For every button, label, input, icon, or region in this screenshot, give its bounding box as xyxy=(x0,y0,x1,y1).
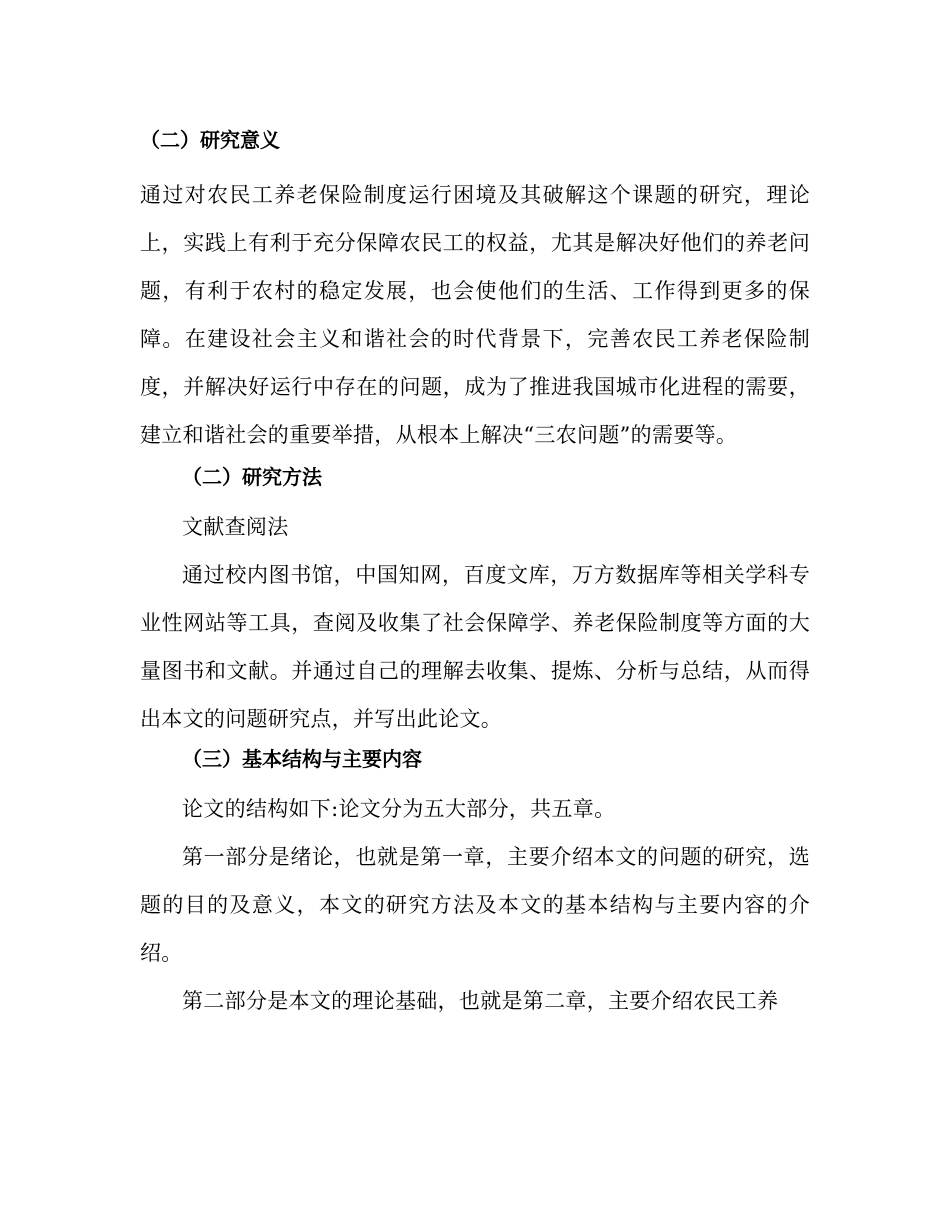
paragraph-part-one: 第一部分是绪论，也就是第一章，主要介绍本文的问题的研究，选题的目的及意义，本文的研究方法及本文的基本结构与主要内容的介绍。 xyxy=(140,845,810,965)
section-heading-research-significance: （二）研究意义 xyxy=(140,128,280,152)
paragraph-structure-overview: 论文的结构如下:论文分为五大部分，共五章。 xyxy=(182,797,616,821)
document-body xyxy=(140,126,810,1025)
paragraph-research-significance: 通过对农民工养老保险制度运行困境及其破解这个课题的研究，理论上，实践上有利于充分保障农民工的权益，尤其是解决好他们的养老问题，有利于农村的稳定发展，也会使他们的生活、工作得到更多的保障。在建设社会主义和谐社会的时代背景下，完善农民工养老保险制度，并解决好运行中存在的问题，成为了推进我国城市化进程的需要，建立和谐社会的重要举措，从根本上解决“三农问题”的需要等。 xyxy=(140,183,810,447)
section-heading-structure-content: （三）基本结构与主要内容 xyxy=(182,747,422,771)
paragraph-part-two: 第二部分是本文的理论基础，也就是第二章，主要介绍农民工养 xyxy=(182,989,779,1013)
section-heading-research-methods: （二）研究方法 xyxy=(182,465,322,489)
subheading-literature-review: 文献查阅法 xyxy=(182,515,289,539)
paragraph-research-methods: 通过校内图书馆，中国知网，百度文库，万方数据库等相关学科专业性网站等工具，查阅及收集了社会保障学、养老保险制度等方面的大量图书和文献。并通过自己的理解去收集、提炼、分析与总结，从而得出本文的问题研究点，并写出此论文。 xyxy=(140,563,810,731)
